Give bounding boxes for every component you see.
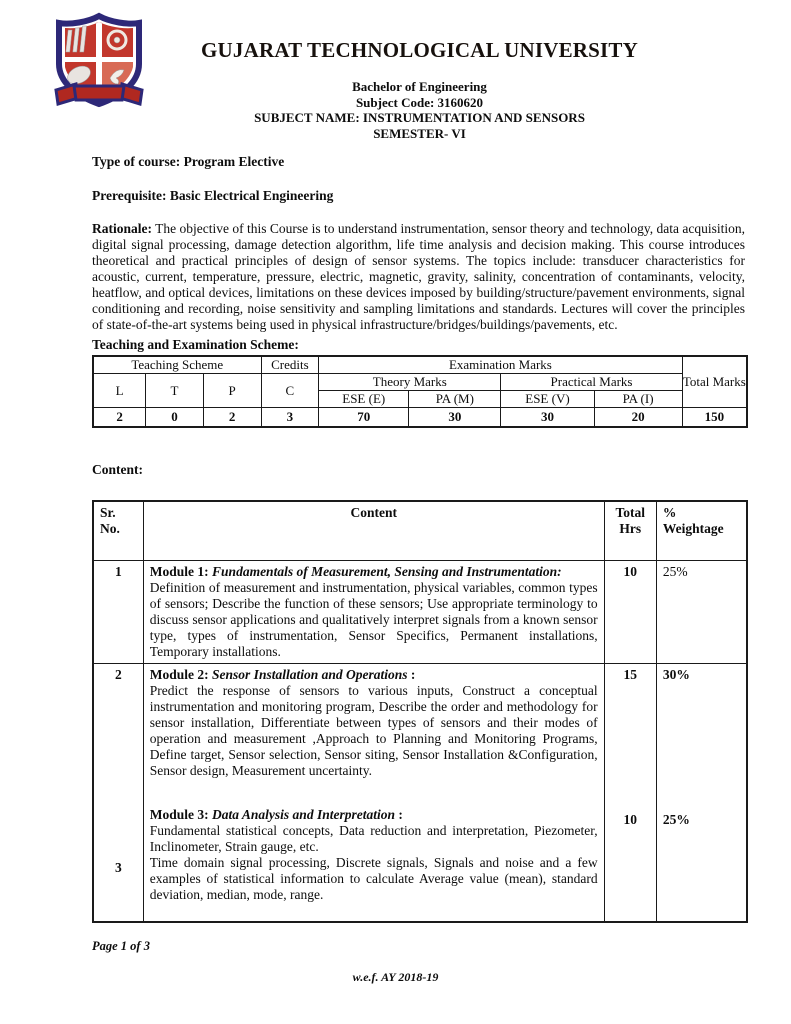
rationale-label: Rationale:	[92, 221, 152, 237]
module-2-3-row	[93, 664, 747, 922]
module-3-weightage: 25%	[662, 812, 690, 828]
exam-scheme-table	[92, 355, 748, 428]
sr-no-header: Sr. No.	[93, 501, 143, 561]
practical-marks-header: Practical Marks	[501, 374, 682, 391]
module-2-weightage: 30%	[662, 667, 690, 683]
page-number: Page 1 of 3	[92, 938, 150, 953]
theory-marks-header: Theory Marks	[319, 374, 501, 391]
value-T: 0	[146, 408, 204, 428]
total-hrs-header: Total Hrs	[604, 501, 656, 561]
content-table	[92, 500, 748, 923]
wef-note: w.e.f. AY 2018-19	[352, 969, 439, 984]
content-col-header: Content	[143, 501, 604, 561]
value-C: 3	[261, 408, 319, 428]
module-3-hrs: 10	[623, 812, 638, 828]
module-1-heading: Module 1: Fundamentals of Measurement, Sensing and Instrumentation:	[149, 564, 562, 580]
content-heading: Content:	[92, 462, 143, 478]
ese-v-header: ESE (V)	[501, 391, 594, 408]
gtu-logo	[46, 12, 152, 118]
module-2-3-content	[143, 664, 604, 922]
value-pa-i: 20	[594, 408, 682, 428]
module-2-3-sr-cell	[93, 664, 143, 922]
module-2-body: Predict the response of sensors to various inputs, Construct a conceptual instrumentation and monitoring program, Describe the order and methodology for sensor installation, Differentiate between types of sensors and their modes of operation and measurement ,Approach to Planning and Monitoring Programs, Define target, Sensor selection, Sensor siting, Sensor Installation &Configuration, Sensor design, Measurement uncertainty.	[149, 683, 598, 779]
module-gap	[150, 779, 598, 807]
value-L: 2	[93, 408, 146, 428]
pa-i-header: PA (I)	[594, 391, 682, 408]
scheme-heading: Teaching and Examination Scheme:	[92, 337, 299, 353]
value-ese-v: 30	[501, 408, 594, 428]
module-1-body: Definition of measurement and instrumentation, physical variables, common types of sensors; Describe the function of these sensors; Use appropriate terminology to discuss sensor applications and qualitatively interpret signals from a known sensor type, types of instrumentation, Sensor Specifics, Permanent installations, Temporary installations.	[149, 580, 598, 660]
col-P: P	[203, 374, 261, 408]
col-T: T	[146, 374, 204, 408]
motto-ribbon	[56, 84, 142, 104]
module-1-content	[143, 561, 604, 664]
module-1-weightage: 25%	[656, 561, 747, 664]
subject-code-line: Subject Code: 3160620	[355, 94, 484, 110]
module-2-3-weightage-cell	[656, 664, 747, 922]
total-marks-header: Total Marks	[682, 356, 747, 408]
module-3-body-line2: Time domain signal processing, Discrete signals, Signals and noise and a few examples of statistical information to calculate Average value (mean), standard deviation, median, mode, range.	[149, 855, 598, 903]
module-3-sr: 3	[115, 860, 122, 876]
module-2-heading: Module 2: Sensor Installation and Operations :	[149, 667, 416, 683]
value-pa-m: 30	[409, 408, 501, 428]
university-title: GUJARAT TECHNOLOGICAL UNIVERSITY	[201, 38, 638, 62]
program-line: Bachelor of Engineering	[352, 79, 487, 94]
teaching-scheme-header: Teaching Scheme	[93, 356, 261, 374]
ese-e-header: ESE (E)	[319, 391, 409, 408]
col-L: L	[93, 374, 146, 408]
prerequisite: Prerequisite: Basic Electrical Engineering	[92, 188, 334, 204]
module-1-row	[93, 561, 747, 664]
value-ese-e: 70	[319, 408, 409, 428]
credits-header: Credits	[261, 356, 319, 374]
value-total: 150	[682, 408, 747, 428]
rationale-text: The objective of this Course is to understand instrumentation, sensor theory and technology, data acquisition, digital signal processing, damage detection algorithm, life time analysis and decision making. This course introduces theoretical and practical principles of design of sensor systems. The topics include: transducer characteristics for acoustic, current, temperature, pressure, electric, magnetic, gravity, salinity, concentration of contaminants, velocity, heatflow, and optical devices, limitations on these devices imposed by building/structure/pavement environments, signal conditioning and recording, noise sensitivity and sampling limitations and standards. Lectures will cover the principles of state-of-the-art systems being used in physical infrastructure/bridges/buildings/pavements, etc.	[92, 221, 745, 333]
pa-m-header: PA (M)	[409, 391, 501, 408]
type-of-course: Type of course: Program Elective	[92, 154, 285, 170]
module-3-body-line1: Fundamental statistical concepts, Data reduction and interpretation, Piezometer, Inclinometer, Strain gauge, etc.	[149, 823, 598, 855]
col-C: C	[261, 374, 319, 408]
subject-name-line: SUBJECT NAME: INSTRUMENTATION AND SENSORS	[254, 110, 585, 126]
semester-line: SEMESTER- VI	[373, 125, 466, 141]
module-2-sr: 2	[115, 667, 122, 683]
module-3-heading: Module 3: Data Analysis and Interpretation :	[149, 807, 403, 823]
value-P: 2	[203, 408, 261, 428]
rationale-paragraph	[92, 221, 745, 333]
module-1-hrs: 10	[604, 561, 656, 664]
gtu-crest-icon	[46, 12, 152, 118]
examination-marks-header: Examination Marks	[319, 356, 682, 374]
module-1-sr: 1	[93, 561, 143, 664]
module-2-3-hrs-cell	[604, 664, 656, 922]
module-2-hrs: 15	[623, 667, 638, 683]
weightage-header: % Weightage	[656, 501, 747, 561]
